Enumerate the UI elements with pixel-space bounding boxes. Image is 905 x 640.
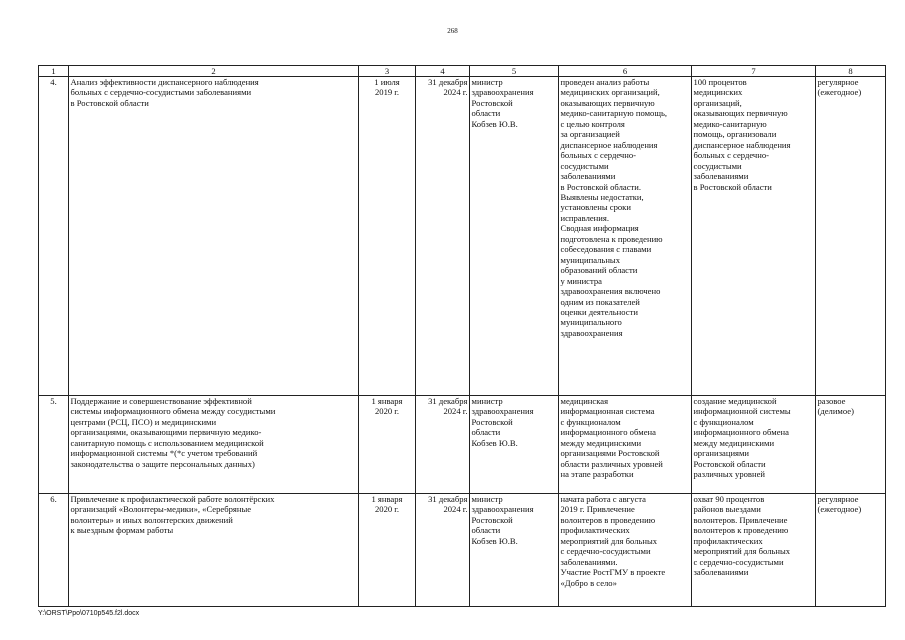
table-row <box>39 494 886 607</box>
start-date: 1 января 2020 г. <box>359 494 416 607</box>
header-col-7: 7 <box>692 66 816 77</box>
header-col-8: 8 <box>816 66 886 77</box>
responsible-person: министр здравоохранения Ростовской области Кобзев Ю.В. <box>470 494 559 607</box>
responsible-person: министр здравоохранения Ростовской области Кобзев Ю.В. <box>470 396 559 494</box>
header-col-4: 4 <box>416 66 470 77</box>
header-row <box>39 66 886 77</box>
header-col-5: 5 <box>470 66 559 77</box>
indicator-text: 100 процентов медицинских организаций, оказывающих первичную медико-санитарную помощь, организовали диспансерное наблюдения больных с сердечно- сосудистыми заболеваниями в Ростовской области <box>692 77 816 396</box>
result-text: начата работа с августа 2019 г. Привлечение волонтеров в проведению профилактических мероприятий для больных с сердечно-сосудистыми заболеваниями. Участие РостГМУ в проекте «Добро в село» <box>559 494 692 607</box>
frequency-text: разовое (делимое) <box>816 396 886 494</box>
header-col-2: 2 <box>69 66 359 77</box>
row-number: 6. <box>39 494 69 607</box>
result-text: медицинская информационная система с функционалом информационного обмена между медицинскими организациями Ростовской области различных уровней на этапе разработки <box>559 396 692 494</box>
row-number: 4. <box>39 77 69 396</box>
indicator-text: охват 90 процентов районов выездами волонтеров. Привлечение волонтеров к проведению профилактических мероприятий для больных с сердечно-сосудистыми заболеваниями <box>692 494 816 607</box>
measures-table <box>38 65 886 607</box>
end-date: 31 декабря 2024 г. <box>416 77 470 396</box>
measure-name: Анализ эффективности диспансерного наблюдения больных с сердечно-сосудистыми заболеваниями в Ростовской области <box>69 77 359 396</box>
table-row <box>39 77 886 396</box>
page-number: 268 <box>447 27 458 35</box>
header-col-3: 3 <box>359 66 416 77</box>
header-col-6: 6 <box>559 66 692 77</box>
measure-name: Поддержание и совершенствование эффективной системы информационного обмена между сосудистыми центрами (РСЦ, ПСО) и медицинскими организациями, оказывающими первичную медико- санитарную помощь с использованием медицинской информационной системы *(*с учетом требований законодательства о защите персональных данных) <box>69 396 359 494</box>
start-date: 1 января 2020 г. <box>359 396 416 494</box>
result-text: проведен анализ работы медицинских организаций, оказывающих первичную медико-санитарную помощь, с целью контроля за организацией диспансерное наблюдения больных с сердечно- сосудистыми заболеваниями в Ростовской области. Выявлены недостатки, установлены сроки исправления. Сводная информация подготовлена к проведению собеседования с главами муниципальных образований области у министра здравоохранения включено одним из показателей оценки деятельности муниципального здравоохранения <box>559 77 692 396</box>
frequency-text: регулярное (ежегодное) <box>816 77 886 396</box>
frequency-text: регулярное (ежегодное) <box>816 494 886 607</box>
end-date: 31 декабря 2024 г. <box>416 494 470 607</box>
header-col-1: 1 <box>39 66 69 77</box>
responsible-person: министр здравоохранения Ростовской области Кобзев Ю.В. <box>470 77 559 396</box>
indicator-text: создание медицинской информационной системы с функционалом информационного обмена между медицинскими организациями Ростовской области различных уровней <box>692 396 816 494</box>
table-row <box>39 396 886 494</box>
end-date: 31 декабря 2024 г. <box>416 396 470 494</box>
file-path-footer: Y:\ORST\Ppo\0710p545.f2l.docx <box>38 610 140 617</box>
row-number: 5. <box>39 396 69 494</box>
measure-name: Привлечение к профилактической работе волонтёрских организаций «Волонтеры-медики», «Серебряные волонтеры» и иных волонтерских движений к выездным формам работы <box>69 494 359 607</box>
start-date: 1 июля 2019 г. <box>359 77 416 396</box>
